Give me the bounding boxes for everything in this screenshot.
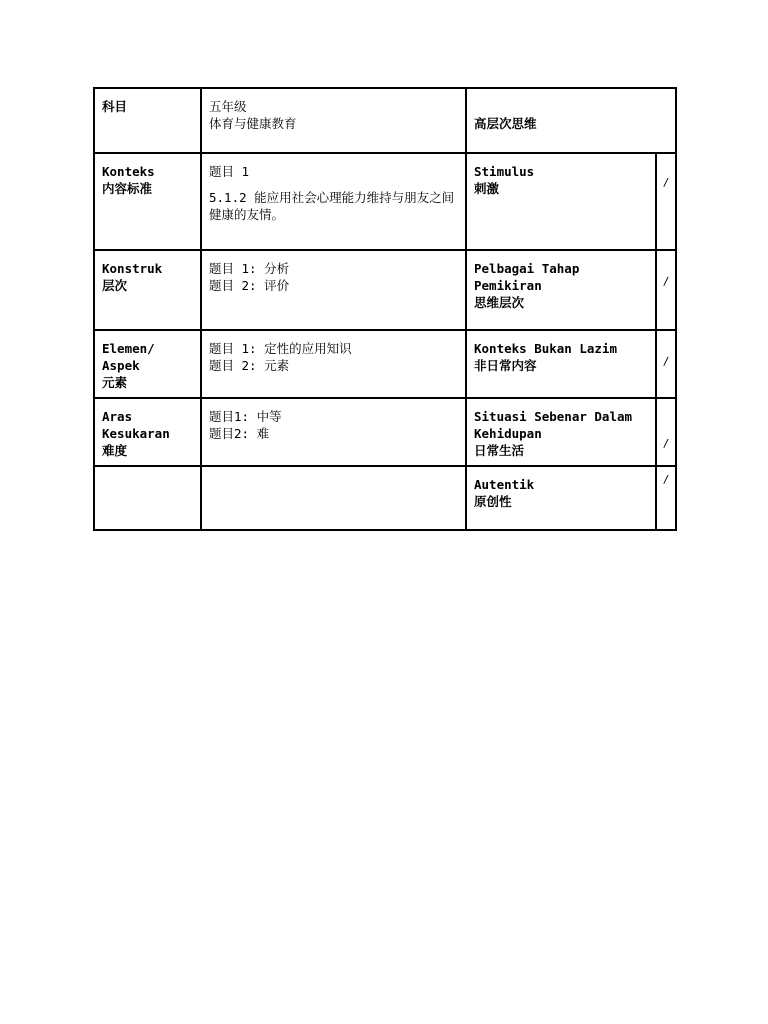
row-label-cell bbox=[94, 330, 201, 398]
row-content-cell-empty bbox=[201, 466, 466, 530]
tick-cell bbox=[656, 466, 676, 530]
subject-label-cell bbox=[94, 88, 201, 153]
row-label-cell bbox=[94, 250, 201, 330]
table-row bbox=[94, 330, 676, 398]
row-content-line: 题目 1: 分析 bbox=[209, 261, 290, 276]
row-label-cell bbox=[94, 398, 201, 466]
hots-item-label-cn: 思维层次 bbox=[474, 295, 525, 310]
row-content-line: 题目1: 中等 bbox=[209, 409, 282, 424]
row-content-cell bbox=[201, 153, 466, 250]
hots-item-label-cn: 日常生活 bbox=[474, 443, 525, 458]
table-row bbox=[94, 466, 676, 530]
table-row bbox=[94, 398, 676, 466]
hots-matrix-sheet bbox=[93, 87, 675, 521]
row-label-cell-empty bbox=[94, 466, 201, 530]
hots-item-label: Pelbagai Tahap bbox=[474, 261, 580, 276]
row-content-standard: 5.1.2 能应用社会心理能力维持与朋友之间健康的友情。 bbox=[209, 190, 455, 222]
tick-cell bbox=[656, 398, 676, 466]
row-label-cell bbox=[94, 153, 201, 250]
tick-mark: / bbox=[662, 275, 670, 288]
hots-item-cell bbox=[466, 398, 656, 466]
hots-item-cell bbox=[466, 153, 656, 250]
row-content-line: 题目 1: 定性的应用知识 bbox=[209, 341, 352, 356]
row-label: Aras bbox=[102, 409, 133, 424]
hots-item-label: Pemikiran bbox=[474, 278, 542, 293]
table-row bbox=[94, 250, 676, 330]
hots-item-label-cn: 刺激 bbox=[474, 181, 500, 196]
row-content-line: 题目2: 难 bbox=[209, 426, 270, 441]
row-label-cn: 难度 bbox=[102, 443, 128, 458]
row-label: Konteks bbox=[102, 164, 155, 179]
tick-cell bbox=[656, 250, 676, 330]
subject-value-cell bbox=[201, 88, 466, 153]
hots-item-label: Autentik bbox=[474, 477, 535, 492]
hots-item-cell bbox=[466, 466, 656, 530]
hots-title-cell bbox=[466, 88, 676, 153]
row-content-cell bbox=[201, 330, 466, 398]
hots-item-label: Situasi Sebenar Dalam bbox=[474, 409, 633, 424]
row-label: Aspek bbox=[102, 358, 140, 373]
hots-item-label-cn: 非日常内容 bbox=[474, 358, 537, 373]
hots-item-cell bbox=[466, 330, 656, 398]
subject-label: 科目 bbox=[102, 99, 128, 114]
subject-name: 体育与健康教育 bbox=[209, 116, 297, 131]
hots-title: 高层次思维 bbox=[474, 116, 537, 131]
tick-cell bbox=[656, 153, 676, 250]
row-label: Kesukaran bbox=[102, 426, 170, 441]
row-content-cell bbox=[201, 250, 466, 330]
hots-item-label-cn: 原创性 bbox=[474, 494, 512, 509]
table-row bbox=[94, 153, 676, 250]
row-content-cell bbox=[201, 398, 466, 466]
row-label: Elemen/ bbox=[102, 341, 155, 356]
tick-mark: / bbox=[662, 437, 670, 450]
row-content-line: 题目 2: 评价 bbox=[209, 278, 290, 293]
table-row-header bbox=[94, 88, 676, 153]
hots-item-cell bbox=[466, 250, 656, 330]
row-label-cn: 内容标准 bbox=[102, 181, 153, 196]
row-label-cn: 元素 bbox=[102, 375, 128, 390]
hots-item-label: Konteks Bukan Lazim bbox=[474, 341, 617, 356]
row-label: Konstruk bbox=[102, 261, 163, 276]
row-content-line: 题目 1 bbox=[209, 164, 250, 179]
tick-mark: / bbox=[662, 355, 670, 368]
hots-item-label: Kehidupan bbox=[474, 426, 542, 441]
row-content-line: 题目 2: 元素 bbox=[209, 358, 290, 373]
subject-grade: 五年级 bbox=[209, 99, 247, 114]
hots-matrix-table bbox=[93, 87, 677, 531]
hots-item-label: Stimulus bbox=[474, 164, 535, 179]
row-label-cn: 层次 bbox=[102, 278, 128, 293]
tick-cell bbox=[656, 330, 676, 398]
tick-mark: / bbox=[662, 176, 670, 189]
tick-mark: / bbox=[662, 473, 670, 486]
